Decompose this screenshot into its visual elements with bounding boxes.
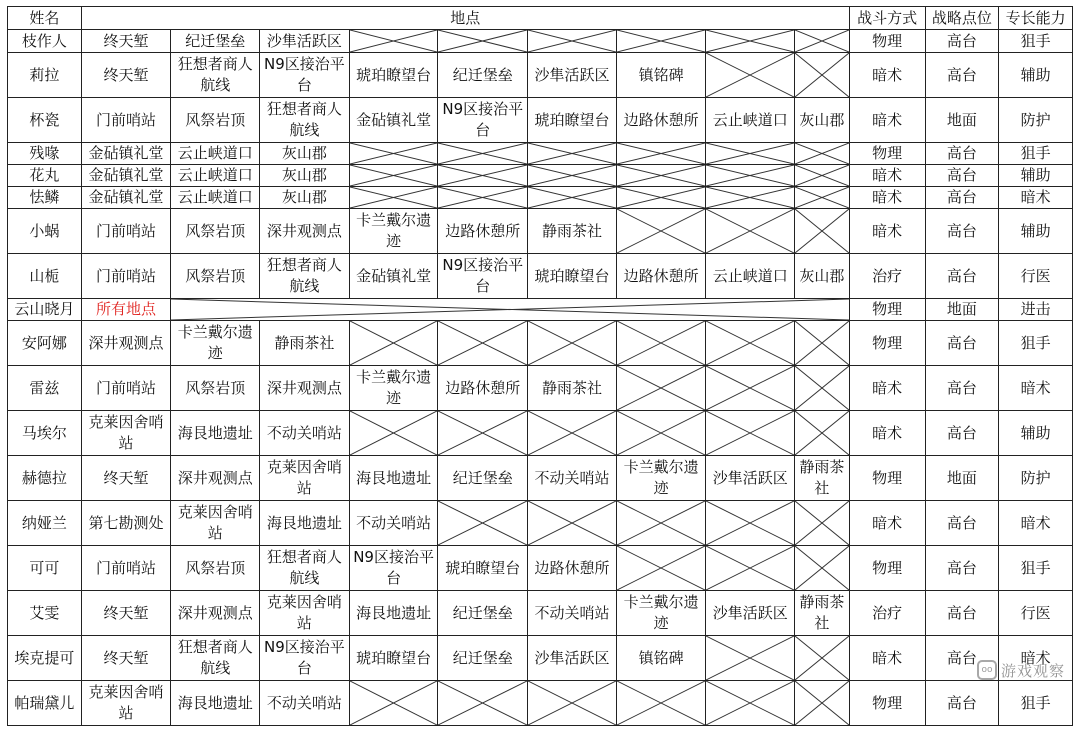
specialty-cell: 狙手 bbox=[999, 321, 1073, 366]
empty-cell bbox=[438, 411, 528, 456]
table-row bbox=[8, 209, 1073, 254]
location-cell: 金砧镇礼堂 bbox=[81, 143, 171, 165]
location-cell: 灰山郡 bbox=[795, 254, 850, 299]
table-row bbox=[8, 636, 1073, 681]
location-cell: 克莱因舍哨站 bbox=[81, 411, 171, 456]
empty-cell bbox=[706, 681, 795, 726]
location-cell: 静雨茶社 bbox=[528, 209, 617, 254]
specialty-cell: 暗术 bbox=[999, 636, 1073, 681]
position-cell: 高台 bbox=[925, 143, 999, 165]
combat-cell: 暗术 bbox=[849, 636, 925, 681]
empty-cell bbox=[528, 143, 617, 165]
empty-cell bbox=[795, 501, 850, 546]
location-cell: 风祭岩顶 bbox=[171, 254, 260, 299]
location-cell: 静雨茶社 bbox=[795, 591, 850, 636]
position-cell: 高台 bbox=[925, 366, 999, 411]
location-cell: 金砧镇礼堂 bbox=[349, 98, 438, 143]
empty-cell bbox=[438, 165, 528, 187]
empty-cell bbox=[795, 681, 850, 726]
character-name: 艾雯 bbox=[8, 591, 82, 636]
empty-cell bbox=[438, 30, 528, 53]
table-row bbox=[8, 456, 1073, 501]
character-name: 赫德拉 bbox=[8, 456, 82, 501]
table-row bbox=[8, 254, 1073, 299]
specialty-cell: 暗术 bbox=[999, 366, 1073, 411]
empty-cell bbox=[706, 30, 795, 53]
specialty-cell: 防护 bbox=[999, 98, 1073, 143]
location-cell: 沙隼活跃区 bbox=[528, 53, 617, 98]
location-cell: 门前哨站 bbox=[81, 209, 171, 254]
specialty-cell: 辅助 bbox=[999, 53, 1073, 98]
location-cell: 深井观测点 bbox=[171, 456, 260, 501]
empty-cell bbox=[438, 143, 528, 165]
empty-cell bbox=[616, 143, 706, 165]
empty-cell bbox=[616, 681, 706, 726]
location-cell: 终天堑 bbox=[81, 591, 171, 636]
combat-cell: 物理 bbox=[849, 321, 925, 366]
location-cell: 静雨茶社 bbox=[528, 366, 617, 411]
empty-cell bbox=[528, 501, 617, 546]
location-cell: 灰山郡 bbox=[260, 143, 350, 165]
empty-cell bbox=[616, 501, 706, 546]
combat-cell: 暗术 bbox=[849, 411, 925, 456]
header-name: 姓名 bbox=[8, 7, 82, 30]
combat-cell: 暗术 bbox=[849, 187, 925, 209]
specialty-cell: 暗术 bbox=[999, 501, 1073, 546]
position-cell: 高台 bbox=[925, 30, 999, 53]
location-cell: 灰山郡 bbox=[795, 98, 850, 143]
location-cell: 琥珀瞭望台 bbox=[349, 636, 438, 681]
empty-cell bbox=[349, 321, 438, 366]
character-name: 怯鳞 bbox=[8, 187, 82, 209]
location-cell: N9区接治平台 bbox=[438, 98, 528, 143]
empty-cell bbox=[528, 187, 617, 209]
table-row bbox=[8, 366, 1073, 411]
position-cell: 高台 bbox=[925, 209, 999, 254]
table-row bbox=[8, 321, 1073, 366]
location-cell: 卡兰戴尔遗迹 bbox=[616, 591, 706, 636]
location-cell: 云止峡道口 bbox=[171, 187, 260, 209]
location-cell: 琥珀瞭望台 bbox=[349, 53, 438, 98]
empty-cell bbox=[706, 209, 795, 254]
location-cell: 海艮地遗址 bbox=[260, 501, 350, 546]
location-cell: 边路休憩所 bbox=[438, 209, 528, 254]
table-row bbox=[8, 143, 1073, 165]
data-table bbox=[7, 6, 1073, 726]
character-name: 山栀 bbox=[8, 254, 82, 299]
location-cell: 镇铭碑 bbox=[616, 53, 706, 98]
location-cell: 沙隼活跃区 bbox=[706, 456, 795, 501]
empty-cell bbox=[706, 546, 795, 591]
location-cell: 纪迁堡垒 bbox=[438, 591, 528, 636]
location-cell: 纪迁堡垒 bbox=[438, 53, 528, 98]
table-row bbox=[8, 165, 1073, 187]
location-cell: 海艮地遗址 bbox=[349, 456, 438, 501]
empty-cell bbox=[528, 681, 617, 726]
specialty-cell: 狙手 bbox=[999, 546, 1073, 591]
table-row bbox=[8, 30, 1073, 53]
specialty-cell: 暗术 bbox=[999, 187, 1073, 209]
table-row bbox=[8, 501, 1073, 546]
character-name: 安阿娜 bbox=[8, 321, 82, 366]
empty-cell bbox=[438, 501, 528, 546]
empty-cell bbox=[349, 411, 438, 456]
character-name: 纳娅兰 bbox=[8, 501, 82, 546]
location-cell: 沙隼活跃区 bbox=[706, 591, 795, 636]
location-cell: 终天堑 bbox=[81, 636, 171, 681]
empty-cell bbox=[349, 30, 438, 53]
location-cell: 深井观测点 bbox=[81, 321, 171, 366]
empty-cell bbox=[616, 209, 706, 254]
location-cell: 不动关哨站 bbox=[260, 411, 350, 456]
combat-cell: 物理 bbox=[849, 546, 925, 591]
location-cell: 不动关哨站 bbox=[528, 456, 617, 501]
location-cell: 不动关哨站 bbox=[349, 501, 438, 546]
empty-cell bbox=[706, 411, 795, 456]
character-name: 枝作人 bbox=[8, 30, 82, 53]
location-cell: 门前哨站 bbox=[81, 546, 171, 591]
location-cell: 不动关哨站 bbox=[528, 591, 617, 636]
table-row bbox=[8, 681, 1073, 726]
position-cell: 高台 bbox=[925, 636, 999, 681]
empty-cell bbox=[528, 30, 617, 53]
header-position: 战略点位 bbox=[925, 7, 999, 30]
position-cell: 高台 bbox=[925, 546, 999, 591]
location-cell: 狂想者商人航线 bbox=[260, 546, 350, 591]
location-cell: 风祭岩顶 bbox=[171, 98, 260, 143]
position-cell: 高台 bbox=[925, 321, 999, 366]
location-cell: N9区接治平台 bbox=[438, 254, 528, 299]
empty-cell bbox=[171, 299, 849, 321]
combat-cell: 暗术 bbox=[849, 165, 925, 187]
character-name: 云山晓月 bbox=[8, 299, 82, 321]
empty-cell bbox=[528, 165, 617, 187]
combat-cell: 物理 bbox=[849, 456, 925, 501]
specialty-cell: 辅助 bbox=[999, 165, 1073, 187]
header-combat: 战斗方式 bbox=[849, 7, 925, 30]
empty-cell bbox=[616, 30, 706, 53]
empty-cell bbox=[706, 501, 795, 546]
combat-cell: 物理 bbox=[849, 30, 925, 53]
empty-cell bbox=[706, 366, 795, 411]
location-cell: 边路休憩所 bbox=[616, 98, 706, 143]
location-cell: 海艮地遗址 bbox=[349, 591, 438, 636]
specialty-cell: 辅助 bbox=[999, 411, 1073, 456]
location-cell: 第七勘测处 bbox=[81, 501, 171, 546]
empty-cell bbox=[616, 546, 706, 591]
combat-cell: 治疗 bbox=[849, 591, 925, 636]
location-cell: 卡兰戴尔遗迹 bbox=[616, 456, 706, 501]
specialty-cell: 狙手 bbox=[999, 681, 1073, 726]
character-name: 莉拉 bbox=[8, 53, 82, 98]
empty-cell bbox=[706, 165, 795, 187]
location-cell: N9区接治平台 bbox=[260, 53, 350, 98]
location-cell: 不动关哨站 bbox=[260, 681, 350, 726]
table-row bbox=[8, 299, 1073, 321]
empty-cell bbox=[349, 143, 438, 165]
location-cell: 灰山郡 bbox=[260, 165, 350, 187]
location-cell: 风祭岩顶 bbox=[171, 209, 260, 254]
location-cell: 克莱因舍哨站 bbox=[81, 681, 171, 726]
specialty-cell: 进击 bbox=[999, 299, 1073, 321]
combat-cell: 暗术 bbox=[849, 53, 925, 98]
watermark-logo-icon: oo bbox=[977, 660, 997, 680]
location-cell: 云止峡道口 bbox=[706, 254, 795, 299]
position-cell: 高台 bbox=[925, 681, 999, 726]
specialty-cell: 行医 bbox=[999, 254, 1073, 299]
specialty-cell: 狙手 bbox=[999, 30, 1073, 53]
location-cell: 静雨茶社 bbox=[260, 321, 350, 366]
location-cell: 云止峡道口 bbox=[171, 165, 260, 187]
empty-cell bbox=[616, 366, 706, 411]
empty-cell bbox=[706, 187, 795, 209]
hero-location-table bbox=[7, 6, 1073, 728]
specialty-cell: 狙手 bbox=[999, 143, 1073, 165]
position-cell: 高台 bbox=[925, 501, 999, 546]
empty-cell bbox=[795, 366, 850, 411]
empty-cell bbox=[795, 53, 850, 98]
character-name: 埃克提可 bbox=[8, 636, 82, 681]
specialty-cell: 辅助 bbox=[999, 209, 1073, 254]
location-cell: 静雨茶社 bbox=[795, 456, 850, 501]
specialty-cell: 防护 bbox=[999, 456, 1073, 501]
position-cell: 高台 bbox=[925, 165, 999, 187]
location-cell: 镇铭碑 bbox=[616, 636, 706, 681]
location-cell: 边路休憩所 bbox=[528, 546, 617, 591]
combat-cell: 暗术 bbox=[849, 501, 925, 546]
empty-cell bbox=[795, 30, 850, 53]
location-cell: 深井观测点 bbox=[171, 591, 260, 636]
empty-cell bbox=[528, 411, 617, 456]
location-cell: 云止峡道口 bbox=[171, 143, 260, 165]
character-name: 帕瑞黛儿 bbox=[8, 681, 82, 726]
empty-cell bbox=[795, 165, 850, 187]
location-cell: 灰山郡 bbox=[260, 187, 350, 209]
position-cell: 高台 bbox=[925, 411, 999, 456]
location-cell: 云止峡道口 bbox=[706, 98, 795, 143]
empty-cell bbox=[616, 321, 706, 366]
position-cell: 地面 bbox=[925, 299, 999, 321]
location-cell: 门前哨站 bbox=[81, 254, 171, 299]
character-name: 雷兹 bbox=[8, 366, 82, 411]
character-name: 马埃尔 bbox=[8, 411, 82, 456]
location-cell: 终天堑 bbox=[81, 456, 171, 501]
empty-cell bbox=[616, 187, 706, 209]
location-cell: 门前哨站 bbox=[81, 366, 171, 411]
empty-cell bbox=[438, 187, 528, 209]
location-cell: 琥珀瞭望台 bbox=[438, 546, 528, 591]
character-name: 可可 bbox=[8, 546, 82, 591]
position-cell: 地面 bbox=[925, 456, 999, 501]
empty-cell bbox=[349, 187, 438, 209]
character-name: 花丸 bbox=[8, 165, 82, 187]
empty-cell bbox=[616, 411, 706, 456]
combat-cell: 暗术 bbox=[849, 209, 925, 254]
location-cell: 金砧镇礼堂 bbox=[349, 254, 438, 299]
location-cell: 海艮地遗址 bbox=[171, 411, 260, 456]
position-cell: 高台 bbox=[925, 254, 999, 299]
character-name: 小蜗 bbox=[8, 209, 82, 254]
position-cell: 地面 bbox=[925, 98, 999, 143]
location-cell: 风祭岩顶 bbox=[171, 546, 260, 591]
header-row bbox=[8, 7, 1073, 30]
position-cell: 高台 bbox=[925, 591, 999, 636]
location-cell: 沙隼活跃区 bbox=[260, 30, 350, 53]
location-cell: 金砧镇礼堂 bbox=[81, 187, 171, 209]
empty-cell bbox=[349, 165, 438, 187]
location-cell: 深井观测点 bbox=[260, 209, 350, 254]
empty-cell bbox=[438, 321, 528, 366]
location-cell: 风祭岩顶 bbox=[171, 366, 260, 411]
watermark-text: 游戏观察 bbox=[1000, 661, 1065, 680]
location-cell: 狂想者商人航线 bbox=[260, 254, 350, 299]
empty-cell bbox=[349, 681, 438, 726]
empty-cell bbox=[795, 636, 850, 681]
position-cell: 高台 bbox=[925, 187, 999, 209]
table-row bbox=[8, 411, 1073, 456]
character-name: 杯瓷 bbox=[8, 98, 82, 143]
header-locations: 地点 bbox=[81, 7, 849, 30]
combat-cell: 暗术 bbox=[849, 98, 925, 143]
location-cell: 金砧镇礼堂 bbox=[81, 165, 171, 187]
character-name: 残喙 bbox=[8, 143, 82, 165]
empty-cell bbox=[706, 53, 795, 98]
location-cell: 狂想者商人航线 bbox=[260, 98, 350, 143]
specialty-cell: 行医 bbox=[999, 591, 1073, 636]
table-row bbox=[8, 591, 1073, 636]
location-cell: N9区接治平台 bbox=[349, 546, 438, 591]
empty-cell bbox=[616, 165, 706, 187]
location-cell: 狂想者商人航线 bbox=[171, 53, 260, 98]
location-cell: 边路休憩所 bbox=[438, 366, 528, 411]
empty-cell bbox=[795, 411, 850, 456]
combat-cell: 暗术 bbox=[849, 366, 925, 411]
empty-cell bbox=[528, 321, 617, 366]
combat-cell: 物理 bbox=[849, 299, 925, 321]
location-cell: 卡兰戴尔遗迹 bbox=[349, 209, 438, 254]
empty-cell bbox=[795, 321, 850, 366]
location-cell: 克莱因舍哨站 bbox=[260, 456, 350, 501]
location-cell: 门前哨站 bbox=[81, 98, 171, 143]
location-cell: 终天堑 bbox=[81, 53, 171, 98]
location-cell: 边路休憩所 bbox=[616, 254, 706, 299]
location-cell: 终天堑 bbox=[81, 30, 171, 53]
position-cell: 高台 bbox=[925, 53, 999, 98]
location-cell: 所有地点 bbox=[81, 299, 171, 321]
location-cell: 狂想者商人航线 bbox=[171, 636, 260, 681]
location-cell: 克莱因舍哨站 bbox=[171, 501, 260, 546]
empty-cell bbox=[438, 681, 528, 726]
empty-cell bbox=[795, 209, 850, 254]
combat-cell: 物理 bbox=[849, 681, 925, 726]
empty-cell bbox=[706, 143, 795, 165]
location-cell: 克莱因舍哨站 bbox=[260, 591, 350, 636]
table-row bbox=[8, 53, 1073, 98]
table-row bbox=[8, 546, 1073, 591]
location-cell: 纪迁堡垒 bbox=[438, 636, 528, 681]
location-cell: 海艮地遗址 bbox=[171, 681, 260, 726]
header-specialty: 专长能力 bbox=[999, 7, 1073, 30]
location-cell: 琥珀瞭望台 bbox=[528, 254, 617, 299]
table-row bbox=[8, 187, 1073, 209]
location-cell: 纪迁堡垒 bbox=[438, 456, 528, 501]
table-row bbox=[8, 98, 1073, 143]
location-cell: 琥珀瞭望台 bbox=[528, 98, 617, 143]
empty-cell bbox=[706, 636, 795, 681]
location-cell: 纪迁堡垒 bbox=[171, 30, 260, 53]
combat-cell: 物理 bbox=[849, 143, 925, 165]
location-cell: 卡兰戴尔遗迹 bbox=[171, 321, 260, 366]
empty-cell bbox=[795, 143, 850, 165]
location-cell: N9区接治平台 bbox=[260, 636, 350, 681]
empty-cell bbox=[706, 321, 795, 366]
combat-cell: 治疗 bbox=[849, 254, 925, 299]
location-cell: 沙隼活跃区 bbox=[528, 636, 617, 681]
empty-cell bbox=[795, 546, 850, 591]
location-cell: 深井观测点 bbox=[260, 366, 350, 411]
location-cell: 卡兰戴尔遗迹 bbox=[349, 366, 438, 411]
empty-cell bbox=[795, 187, 850, 209]
